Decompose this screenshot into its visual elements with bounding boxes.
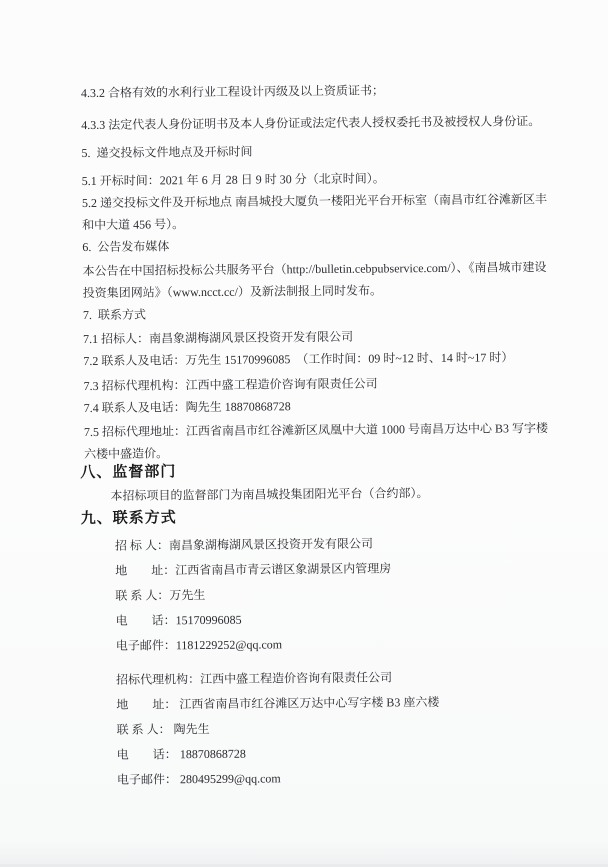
- contact-label: 电 话：: [116, 747, 177, 762]
- contact-row-agency-person: [116, 715, 556, 741]
- contact-row-tenderer-email: [116, 631, 556, 657]
- section-8-body: 本招标项目的监督部门为南昌城投集团阳光平台（合约部）。: [110, 486, 429, 503]
- contact-row-tenderer-address: [115, 556, 555, 582]
- contact-row-agency-phone: [117, 740, 557, 766]
- clause-5-2: 5.2 递交投标文件及开标地点 南昌城投大厦负一楼阳光平台开标室（南昌市红谷滩新区丰和中大道 456 号）。: [81, 192, 548, 233]
- clause-6-title: 6. 公告发布媒体: [82, 239, 170, 255]
- clause-7-2: 7.2 联系人及电话：万先生 15170996085 （工作时间：09 时~12 时、14 时~17 时）: [83, 350, 514, 369]
- contact-label: 电 话：: [115, 613, 176, 628]
- contact-value: 1181229252@qq.com: [175, 637, 283, 653]
- section-9-heading: 九、联系方式: [80, 509, 177, 528]
- contact-label: 联 系 人：: [116, 722, 171, 737]
- contact-value: 江西中盛工程造价咨询有限责任公司: [200, 670, 393, 687]
- contact-value: 江西省南昌市红谷滩区万达中心写字楼 B3 座六楼: [176, 694, 440, 712]
- contact-row-agency-email: [117, 765, 557, 791]
- clause-7-5: 7.5 招标代理地址：江西省南昌市红谷滩新区凤凰中大道 1000 号南昌万达中心 B3 写字楼六楼中盛造价。: [83, 421, 549, 462]
- clause-5-1: 5.1 开标时间：2021 年 6 月 28 日 9 时 30 分（北京时间）。: [81, 171, 385, 189]
- clause-7-4: 7.4 联系人及电话：陶先生 18870868728: [83, 399, 291, 416]
- clause-7-title: 7. 联系方式: [82, 307, 147, 323]
- contact-row-tenderer-phone: [116, 606, 556, 632]
- contact-row-agency-name: [116, 665, 556, 691]
- tenderer-contact-block: [115, 531, 556, 657]
- contact-value: 万先生: [169, 587, 206, 603]
- clause-4-3-2: 4.3.2 合格有效的水利行业工程设计丙级及以上资质证书；: [80, 83, 385, 101]
- document-content: [81, 78, 557, 794]
- contact-value: 江西省南昌市青云谱区象湖景区内管理房: [175, 561, 392, 578]
- contact-row-tenderer-name: [115, 531, 555, 557]
- contact-label: 联 系 人：: [115, 588, 170, 603]
- clause-7-3: 7.3 招标代理机构：江西中盛工程造价咨询有限责任公司: [83, 376, 378, 394]
- contact-label: 电子邮件：: [115, 638, 176, 653]
- contact-value: 陶先生: [170, 721, 210, 737]
- clause-7-1: 7.1 招标人：南昌象湖梅湖风景区投资开发有限公司: [83, 329, 354, 347]
- clause-4-3-3: 4.3.3 法定代表人身份证明书及本人身份证或法定代表人授权委托书及被授权人身份证。: [81, 114, 541, 133]
- clause-5-title: 5. 递交投标文件地点及开标时间: [81, 144, 253, 161]
- contact-value: 15170996085: [175, 612, 242, 628]
- contact-label: 招标代理机构：: [116, 672, 201, 687]
- clause-6-body: 本公告在中国招标投标公共服务平台（http://bulletin.cebpubservice.com/）、《南昌城市建设投资集团网站》（www.ncct.cc/）及新法制报上同时发布。: [82, 260, 547, 301]
- contact-label: 地 址：: [116, 697, 177, 712]
- section-8-heading: 八、监督部门: [80, 463, 177, 482]
- contact-value: 280495299@qq.com: [176, 771, 281, 787]
- contact-row-tenderer-person: [115, 581, 555, 607]
- contact-value: 南昌象湖梅湖风景区投资开发有限公司: [168, 536, 374, 553]
- contact-row-agency-address: [116, 690, 556, 716]
- contact-label: 招 标 人：: [114, 538, 170, 553]
- contact-value: 18870868728: [176, 746, 246, 762]
- contact-label: 地 址：: [115, 563, 176, 578]
- agency-contact-block: [116, 665, 557, 791]
- contact-label: 电子邮件：: [116, 772, 178, 787]
